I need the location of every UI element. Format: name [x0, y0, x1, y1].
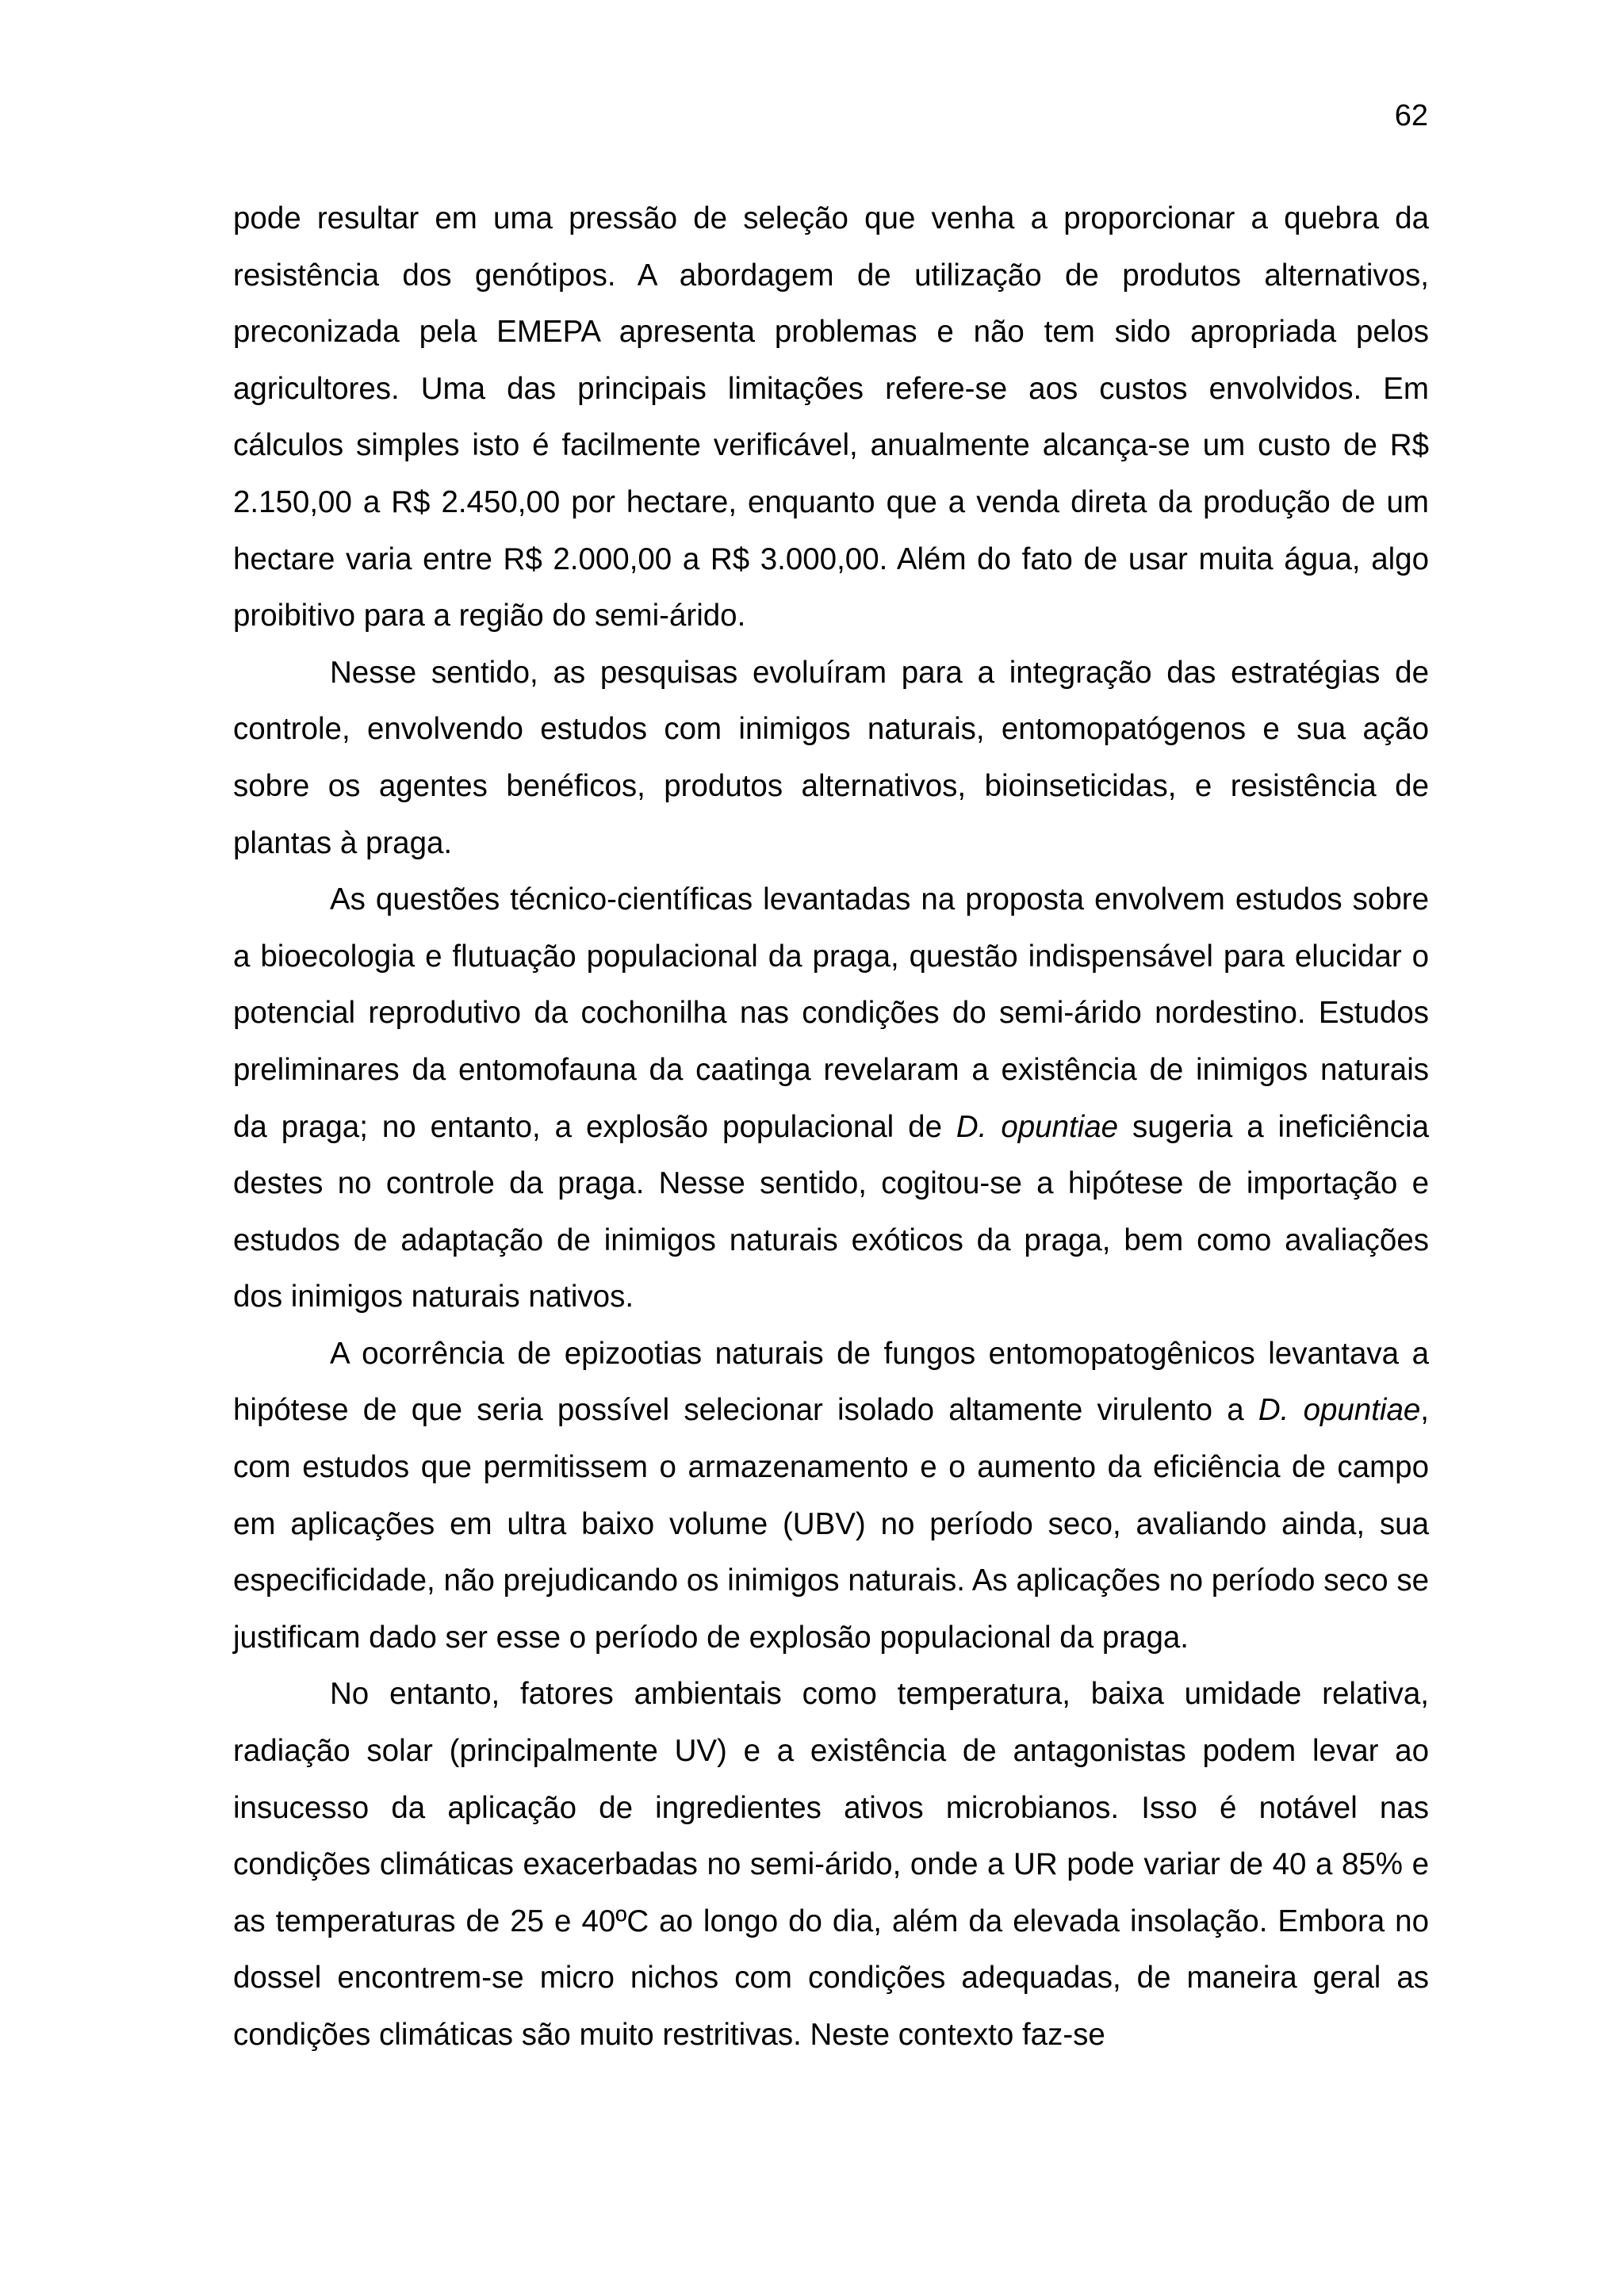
paragraph-text: , com estudos que permitissem o armazenamento e o aumento da eficiência de campo em aplicações em ultra baixo volume (UBV) no período seco, avaliando ainda, sua especificidade, não prejudicando os inimigos naturais. As aplicações no período seco se justificam dado ser esse o período de explosão populacional da praga. — [233, 1393, 1429, 1655]
paragraph-1 — [233, 190, 1429, 645]
paragraph-text: sugeria a ineficiência destes no controle da praga. Nesse sentido, cogitou-se a hipótese de importação e estudos de adaptação de inimigos naturais exóticos da praga, bem como avaliações dos inimigos naturais nativos. — [233, 1109, 1430, 1314]
paragraph-3 — [233, 871, 1429, 1326]
paragraph-text: As questões técnico-científicas levantadas na proposta envolvem estudos sobre a bioecologia e flutuação populacional da praga, questão indispensável para elucidar o potencial reprodutivo da cochonilha nas condições do semi-árido nordestino. Estudos preliminares da entomofauna da caatinga revelaram a existência de inimigos naturais da praga; no entanto, a explosão populacional de — [233, 882, 1429, 1144]
paragraph-text: Nesse sentido, as pesquisas evoluíram para a integração das estratégias de controle, envolvendo estudos com inimigos naturais, entomopatógenos e sua ação sobre os agentes benéficos, produtos alternativos, bioinseticidas, e resistência de plantas à praga. — [233, 655, 1429, 860]
paragraph-2 — [233, 645, 1429, 871]
paragraph-text: A ocorrência de epizootias naturais de fungos entomopatogênicos levantava a hipótese de que seria possível selecionar isolado altamente virulento a — [233, 1336, 1429, 1428]
page-number: 62 — [1394, 99, 1428, 132]
paragraph-5 — [233, 1666, 1429, 2063]
species-name: D. opuntiae — [956, 1109, 1119, 1144]
species-name: D. opuntiae — [1258, 1393, 1421, 1428]
body-text — [233, 190, 1429, 2064]
paragraph-text: pode resultar em uma pressão de seleção que venha a proporcionar a quebra da resistência dos genótipos. A abordagem de utilização de produtos alternativos, preconizada pela EMEPA apresenta problemas e não tem sido apropriada pelos agricultores. Uma das principais limitações refere-se aos custos envolvidos. Em cálculos simples isto é facilmente verificável, anualmente alcança-se um custo de R$ 2.150,00 a R$ 2.450,00 por hectare, enquanto que a venda direta da produção de um hectare varia entre R$ 2.000,00 a R$ 3.000,00. Além do fato de usar muita água, algo proibitivo para a região do semi-árido. — [233, 201, 1429, 633]
paragraph-text: No entanto, fatores ambientais como temperatura, baixa umidade relativa, radiação solar (principalmente UV) e a existência de antagonistas podem levar ao insucesso da aplicação de ingredientes ativos microbianos. Isso é notável nas condições climáticas exacerbadas no semi-árido, onde a UR pode variar de 40 a 85% e as temperaturas de 25 e 40ºC ao longo do dia, além da elevada insolação. Embora no dossel encontrem-se micro nichos com condições adequadas, de maneira geral as condições climáticas são muito restritivas. Neste contexto faz-se — [233, 1677, 1429, 2052]
paragraph-4 — [233, 1326, 1429, 1667]
